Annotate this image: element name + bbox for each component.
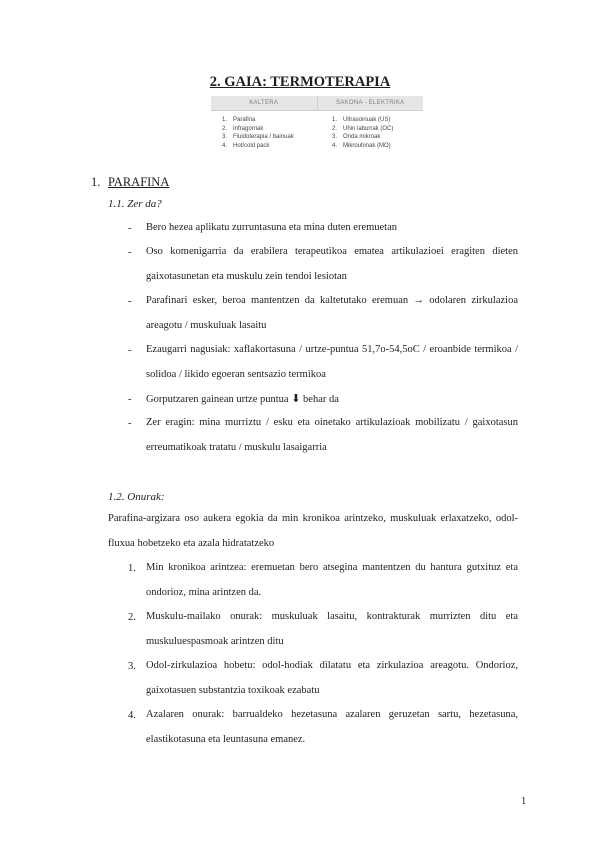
page-title: 2. GAIA: TERMOTERAPIA bbox=[209, 74, 391, 90]
bullet-item: Oso komenigarria da erabilera terapeutikoa ematea artikulazioei eragiten dieten gaixotasunetan eta muskulu zein tendoi lesiotan bbox=[146, 246, 518, 282]
section-title: PARAFINA bbox=[108, 175, 170, 189]
arrow-down-icon: ⬇ bbox=[291, 392, 301, 405]
table-row: 4. Hot/cold pack bbox=[221, 142, 270, 149]
bullet-marker: - bbox=[128, 296, 132, 307]
table-header-right: SAKONA - ELEKTRIKA bbox=[317, 96, 424, 110]
table-row: 1. Ultrasoinuak (US) bbox=[331, 117, 391, 123]
section-heading-parafina bbox=[91, 175, 169, 190]
list-item: Odol-zirkulazioa hobetu: odol-hodiak dilatatu eta zirkulazioa areagotu. Ondorioz, gaixotasuen substantzia toxikoak ezabatu bbox=[146, 660, 518, 696]
table-column-left bbox=[211, 116, 317, 150]
intro-paragraph: Parafina-argizara oso aukera egokia da min kronikoa arintzeko, muskuluak erlaxatzeko, odol-fluxua hobetzeko eta azala hidratatzeko bbox=[108, 513, 518, 549]
subsection-heading-zer-da: 1.1. Zer da? bbox=[108, 198, 162, 210]
bullet-item: Zer eragin: mina murriztu / esku eta oinetako artikulazioak mobilizatu / gaixotasun erreumatikoak tratatu / muskulu lasaigarria bbox=[146, 417, 518, 453]
list-item: Min kronikoa arintzea: eremuetan bero atsegina mantentzen du hantura gutxituz eta ondorioz, mina arintzen da. bbox=[146, 562, 518, 598]
list-number: 2. bbox=[128, 612, 136, 623]
bullet-marker: - bbox=[128, 418, 132, 429]
table-row: 2. Infragorriak bbox=[221, 125, 264, 132]
bullet-marker: - bbox=[128, 394, 132, 405]
list-item: Azalaren onurak: barrualdeko hezetasuna azalaren geruzetan sartu, hezetasuna, elastikotasuna eta leuntasuna emanez. bbox=[146, 709, 518, 745]
table-row: 2. Uhin laburrak (OC) bbox=[331, 125, 394, 132]
table-row: 1. Parafina bbox=[221, 117, 256, 123]
table-row: 3. Onda mikroak bbox=[331, 134, 381, 140]
list-number: 3. bbox=[128, 661, 136, 672]
table-row: 3. Fluidoterapia / bainuak bbox=[221, 134, 294, 140]
table-header bbox=[211, 96, 423, 111]
table-header-left: KALTERA bbox=[249, 100, 279, 106]
bullet-marker: - bbox=[128, 247, 132, 258]
list-number: 1. bbox=[128, 563, 136, 574]
section-number: 1. bbox=[91, 175, 101, 189]
bullet-marker: - bbox=[128, 345, 132, 356]
bullet-item: Parafinari esker, beroa mantentzen da kaltetutako eremuan → odolaren zirkulazioa areagotu / muskuluak lasaitu bbox=[146, 295, 518, 331]
table-row: 4. Mikrouhinak (MO) bbox=[331, 142, 391, 149]
bullet-item: Bero hezea aplikatu zurruntasuna eta mina duten eremuetan bbox=[146, 222, 398, 233]
table-column-right bbox=[317, 116, 423, 150]
bullet-item: Gorputzaren gainean urtze puntua ⬇ behar da bbox=[146, 392, 339, 405]
bullet-item: Ezaugarri nagusiak: xaflakortasuna / urtze-puntua 51,7o-54,5oC / eroanbide termikoa / solidoa / likido egoeran sentsazio termikoa bbox=[146, 344, 518, 380]
subsection-heading-onurak: 1.2. Onurak: bbox=[108, 491, 165, 503]
list-number: 4. bbox=[128, 710, 136, 721]
bullet-marker: - bbox=[128, 223, 132, 234]
page-number: 1 bbox=[521, 796, 527, 807]
list-item: Muskulu-mailako onurak: muskuluak lasaitu, kontrakturak murrizten ditu eta muskuluespasmoak arintzen ditu bbox=[146, 611, 518, 647]
classification-table bbox=[211, 96, 423, 158]
